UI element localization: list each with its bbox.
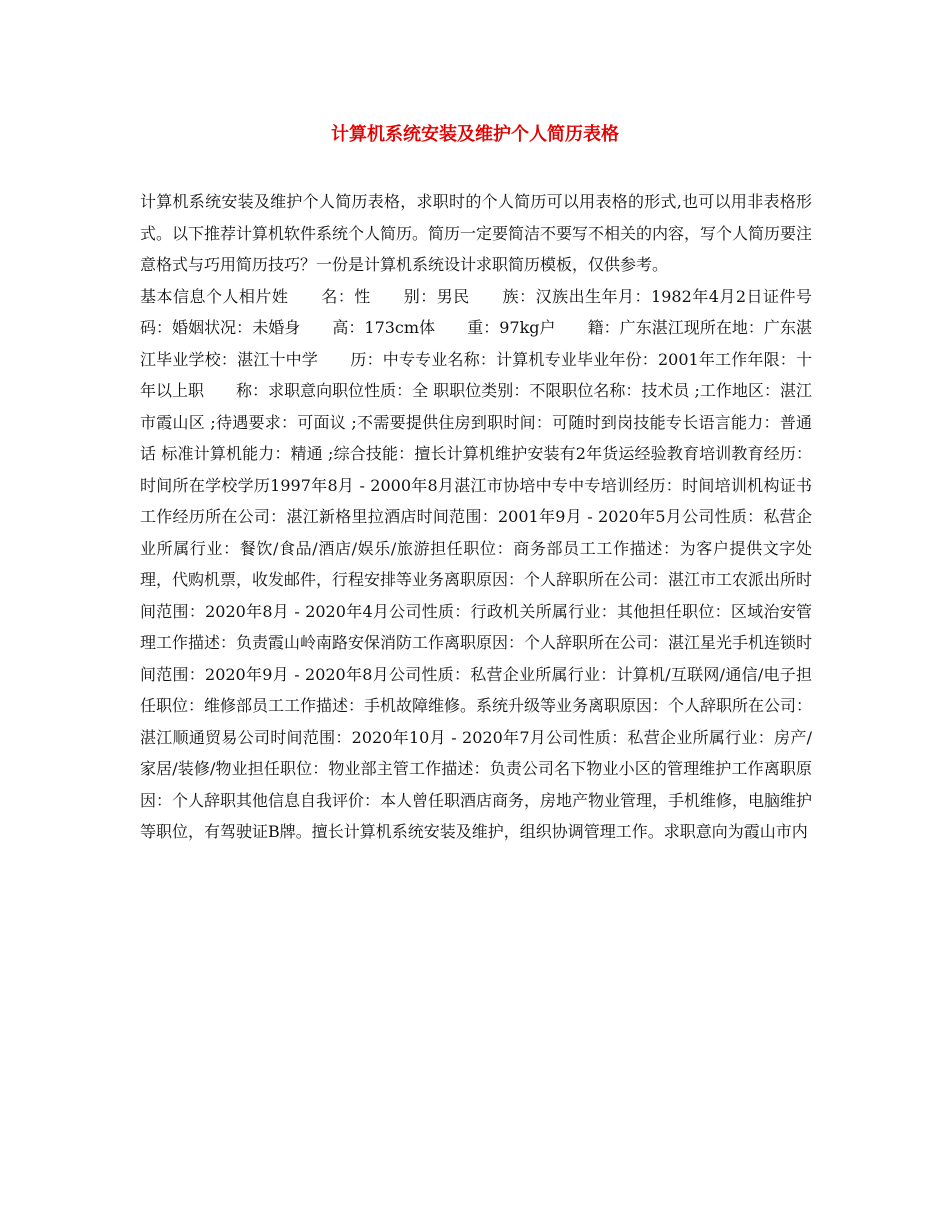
resume-details-paragraph: 基本信息个人相片姓 名：性 别：男民 族：汉族出生年月：1982年4月2日证件号码：婚姻状况：未婚身 高：173cm体 重：97kg户 籍：广东湛江现所在地：广东湛江毕业学校：湛江十中学 历：中专专业名称：计算机专业毕业年份：2001年工作年限：十年以上职 称：求职意向职位性质：全 职职位类别：不限职位名称：技术员 ;工作地区：湛江市霞山区 ;待遇要求：可面议 ;不需要提供住房到职时间：可随时到岗技能专长语言能力：普通话 标准计算机能力：精通 ;综合技能：擅长计算机维护安装有2年货运经验教育培训教育经历：时间所在学校学历1997年8月 - 2000年8月湛江市协培中专中专培训经历：时间培训机构证书工作经历所在公司：湛江新格里拉酒店时间范围：2001年9月 - 2020年5月公司性质：私营企业所属行业：餐饮/食品/酒店/娱乐/旅游担任职位：商务部员工工作描述：为客户提供文字处理，代购机票，收发邮件，行程安排等业务离职原因：个人辞职所在公司：湛江市工农派出所时间范围：2020年8月 - 2020年4月公司性质：行政机关所属行业：其他担任职位：区域治安管理工作描述：负责霞山岭南路安保消防工作离职原因：个人辞职所在公司：湛江星光手机连锁时间范围：2020年9月 - 2020年8月公司性质：私营企业所属行业：计算机/互联网/通信/电子担任职位：维修部员工工作描述：手机故障维修。系统升级等业务离职原因：个人辞职所在公司：湛江顺通贸易公司时间范围：2020年10月 - 2020年7月公司性质：私营企业所属行业：房产/家居/装修/物业担任职位：物业部主管工作描述：负责公司名下物业小区的管理维护工作离职原因：个人辞职其他信息自我评价：本人曾任职酒店商务，房地产物业管理，手机维修，电脑维护等职位，有驾驶证B牌。擅长计算机系统安装及维护，组织协调管理工作。求职意向为霞山市内 [140, 286, 813, 841]
document-body [140, 186, 812, 848]
document-title: 计算机系统安装及维护个人简历表格 [331, 124, 619, 145]
intro-paragraph: 计算机系统安装及维护个人简历表格，求职时的个人简历可以用表格的形式,也可以用非表格形式。以下推荐计算机软件系统个人简历。简历一定要简洁不要写不相关的内容，写个人简历要注意格式与巧用简历技巧？一份是计算机系统设计求职简历模板，仅供参考。 [140, 192, 813, 274]
